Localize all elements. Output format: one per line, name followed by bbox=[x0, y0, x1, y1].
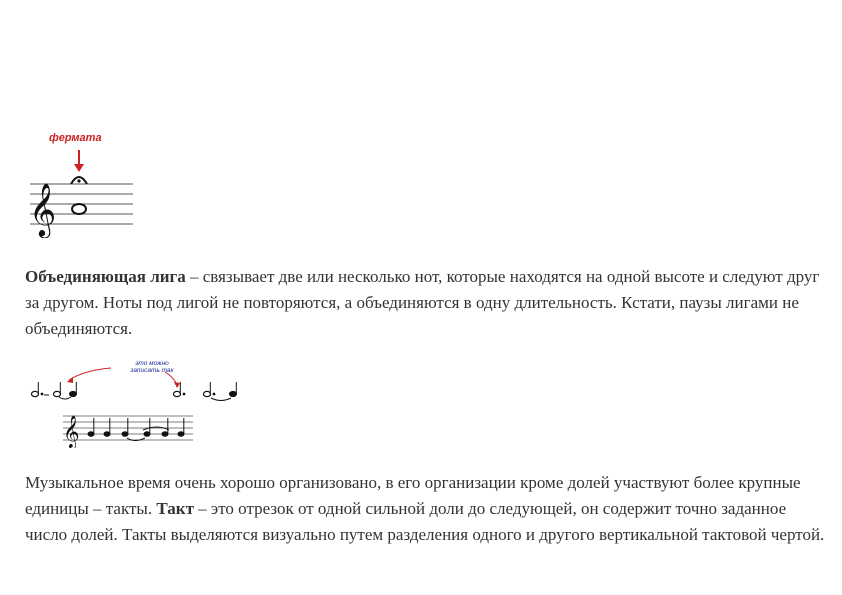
fermata-staff bbox=[25, 128, 140, 238]
svg-text:𝄞: 𝄞 bbox=[63, 415, 80, 448]
tie-definition: – связывает две или несколько нот, которые находятся на одной высоте и следуют друг за другом. Ноты под лигой не повторяются, а объединяются в одну длительность. Кстати, паузы лигами не объединяются. bbox=[25, 267, 820, 338]
fermata-figure bbox=[25, 128, 140, 238]
measure-term: Такт bbox=[156, 499, 194, 518]
svg-text:𝄞: 𝄞 bbox=[29, 182, 57, 236]
fermata-label: фермата bbox=[49, 132, 102, 144]
measure-text-before: Музыкальное время очень хорошо организовано, в его организации кроме долей участвуют более крупные единицы – такты. bbox=[25, 473, 801, 518]
measure-paragraph bbox=[25, 470, 825, 548]
tie-term: Объединяющая лига bbox=[25, 267, 186, 286]
measure-text-after: – это отрезок от одной сильной доли до следующей, он содержит точно заданное число долей. Такты выделяются визуально путем разделения одного и другого вертикальной тактовой чертой. bbox=[25, 499, 825, 544]
tie-figure bbox=[25, 358, 275, 448]
tie-note-label: это можно записать так bbox=[130, 360, 174, 374]
tie-paragraph bbox=[25, 264, 825, 342]
